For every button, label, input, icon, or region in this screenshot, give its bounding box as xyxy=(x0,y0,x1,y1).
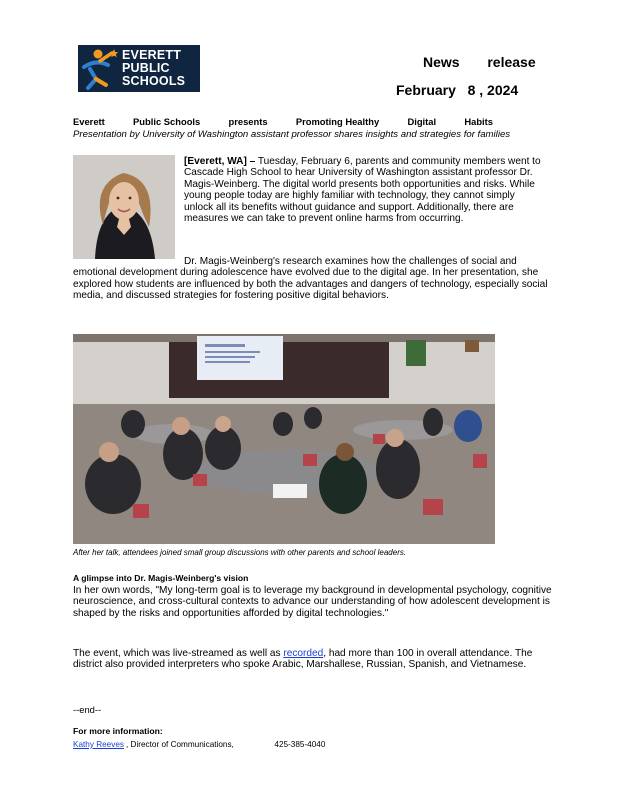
district-logo xyxy=(78,45,200,92)
headline-word: Habits xyxy=(464,116,493,127)
section-heading: A glimpse into Dr. Magis-Weinberg's vision xyxy=(73,573,249,583)
recorded-link[interactable]: recorded xyxy=(283,648,324,659)
release-date: February 8 , 2024 xyxy=(396,82,519,98)
speaker-portrait xyxy=(73,155,175,259)
contact-line xyxy=(73,740,325,749)
event-photo xyxy=(73,334,495,544)
logo-line-1: EVERETT xyxy=(122,48,182,62)
dateline: [Everett, WA] – xyxy=(184,156,256,167)
attendance-text-after: , had more than 100 in overall attendance. The district also provided interpreters who spoke Arabic, Marshallese, Russian, Spanish, and Vietnamese. xyxy=(73,648,533,671)
headline-word: Everett xyxy=(73,116,105,127)
logo-line-3: SCHOOLS xyxy=(122,74,186,88)
news-word: News xyxy=(423,54,460,70)
photo-caption: After her talk, attendees joined small group discussions with other parents and school leaders. xyxy=(73,548,407,557)
research-paragraph: Dr. Magis-Weinberg's research examines how the challenges of social and emotional development during adolescence have evolved due to the digital age. In her presentation, she explored how students are influenced by both the advantages and dangers of technology, especially social media, and discussed strategies for fostering positive digital behaviors. xyxy=(73,256,548,302)
end-marker: --end-- xyxy=(73,704,102,715)
intro-paragraph xyxy=(184,156,544,224)
news-release-label xyxy=(423,54,536,70)
attendance-paragraph xyxy=(73,648,553,671)
subheadline: Presentation by University of Washington assistant professor shares insights and strategies for families xyxy=(73,129,511,140)
more-info-label: For more information: xyxy=(73,726,163,736)
attendance-text-before: The event, which was live-streamed as well as xyxy=(73,648,284,659)
headline-word: Digital xyxy=(407,116,437,127)
headline-word: Public Schools xyxy=(133,116,201,127)
intro-text: Tuesday, February 6, parents and community members went to Cascade High School to hear University of Washington assistant professor Dr. Magis-Weinberg. The digital world presents both opportunities and risks. While young people today are highly familiar with technology, they cannot simply unlock all its benefits without guidance and support. Additionally, there are measures we can take to prevent online harms from occurring. xyxy=(184,156,541,225)
headline-word: presents xyxy=(228,116,268,127)
headline xyxy=(73,116,493,127)
logo-line-2: PUBLIC xyxy=(122,61,170,75)
headline-word: Promoting Healthy xyxy=(295,116,380,127)
quote-paragraph: In her own words, "My long-term goal is to leverage my background in developmental psychology, cognitive neuroscience, and cross-cultural contexts to advance our understanding of how adolescent development is shaped by the risks and opportunities afforded by digital technologies." xyxy=(73,585,552,619)
release-word: release xyxy=(487,54,536,70)
contact-title: , Director of Communications, xyxy=(125,740,234,749)
contact-name-link[interactable]: Kathy Reeves xyxy=(73,740,124,749)
contact-phone: 425-385-4040 xyxy=(274,740,326,749)
